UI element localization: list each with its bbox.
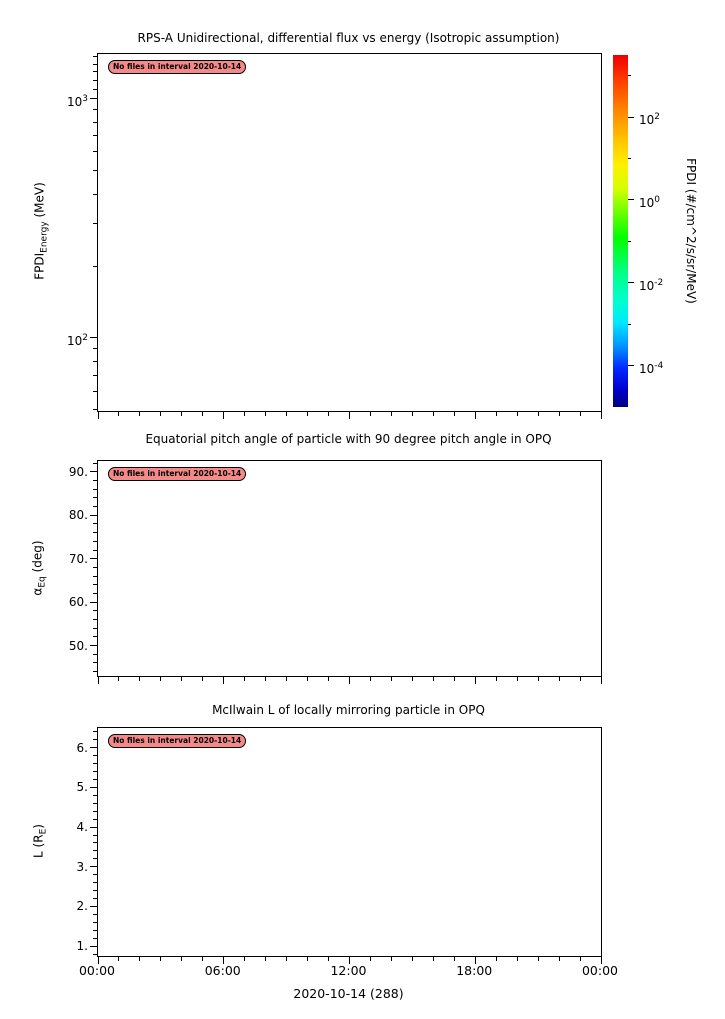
y-minor-tick	[93, 64, 97, 65]
y-minor-tick	[93, 194, 97, 195]
x-minor-tick	[244, 412, 245, 416]
x-minor-tick	[160, 677, 161, 681]
x-minor-tick	[160, 412, 161, 416]
no-files-annotation: No files in interval 2020-10-14	[108, 467, 246, 481]
x-major-tick	[223, 412, 224, 419]
y-major-tick	[90, 906, 97, 907]
ylabel-units: )	[31, 824, 46, 829]
y-minor-tick	[93, 755, 97, 756]
x-minor-tick	[328, 957, 329, 961]
no-files-annotation: No files in interval 2020-10-14	[108, 60, 246, 74]
x-minor-tick	[496, 677, 497, 681]
x-minor-tick	[496, 412, 497, 416]
y-tick-label: 80.	[68, 508, 88, 523]
x-major-tick	[98, 677, 99, 684]
x-minor-tick	[139, 677, 140, 681]
y-tick-label: 6.	[76, 740, 88, 755]
x-minor-tick	[181, 677, 182, 681]
y-major-tick	[90, 558, 97, 559]
colorbar-tick-label: $10^{-4}$	[639, 360, 664, 376]
x-major-tick	[475, 677, 476, 684]
y-major-tick	[90, 602, 97, 603]
y-major-tick	[90, 515, 97, 516]
y-tick-label: 1.	[76, 939, 88, 954]
x-major-tick	[475, 412, 476, 419]
x-minor-tick	[412, 412, 413, 416]
y-minor-tick	[93, 80, 97, 81]
y-minor-tick	[93, 523, 97, 524]
y-minor-tick	[93, 506, 97, 507]
y-minor-tick	[93, 489, 97, 490]
y-minor-tick	[93, 135, 97, 136]
panel-flux-title: RPS-A Unidirectional, differential flux vs energy (Isotropic assumption)	[137, 31, 560, 45]
y-minor-tick	[93, 497, 97, 498]
y-minor-tick	[93, 409, 97, 410]
x-minor-tick	[118, 412, 119, 416]
x-minor-tick	[307, 412, 308, 416]
colorbar-minor-tick	[628, 158, 631, 159]
x-minor-tick	[538, 677, 539, 681]
x-minor-tick	[244, 677, 245, 681]
y-minor-tick	[93, 56, 97, 57]
x-major-tick	[223, 677, 224, 684]
x-minor-tick	[202, 412, 203, 416]
y-minor-tick	[93, 835, 97, 836]
y-minor-tick	[93, 223, 97, 224]
x-minor-tick	[244, 957, 245, 961]
y-minor-tick	[93, 890, 97, 891]
x-major-tick	[601, 677, 602, 684]
x-axis-tick-labels	[78, 963, 619, 981]
x-minor-tick	[433, 957, 434, 961]
y-minor-tick	[93, 151, 97, 152]
y-minor-tick	[93, 636, 97, 637]
y-major-tick	[90, 787, 97, 788]
y-minor-tick	[93, 541, 97, 542]
y-tick-label: 3.	[76, 859, 88, 874]
y-minor-tick	[93, 348, 97, 349]
y-tick-label: 90.	[68, 464, 88, 479]
x-minor-tick	[412, 677, 413, 681]
colorbar-minor-tick	[628, 75, 631, 76]
y-minor-tick	[93, 763, 97, 764]
colorbar-axis-label: FPDI (#/cm^2/s/sr/MeV)	[684, 158, 698, 304]
x-minor-tick	[391, 677, 392, 681]
x-axis-date-label: 2020-10-14 (288)	[293, 986, 404, 1001]
y-major-tick	[90, 337, 97, 338]
x-minor-tick	[265, 412, 266, 416]
x-major-tick	[349, 677, 350, 684]
y-minor-tick	[93, 480, 97, 481]
y-minor-tick	[93, 71, 97, 72]
x-minor-tick	[202, 677, 203, 681]
y-minor-tick	[93, 739, 97, 740]
y-minor-tick	[93, 266, 97, 267]
y-tick-label: $10^2$	[66, 332, 88, 348]
x-minor-tick	[580, 412, 581, 416]
panel-mcilwain-l-title: McIlwain L of locally mirroring particle in OPQ	[212, 703, 485, 717]
y-minor-tick	[93, 914, 97, 915]
colorbar-minor-tick	[628, 241, 631, 242]
y-major-tick	[90, 471, 97, 472]
panel-pitch-angle-title: Equatorial pitch angle of particle with 90 degree pitch angle in OPQ	[145, 432, 552, 446]
x-major-tick	[601, 412, 602, 419]
x-minor-tick	[181, 957, 182, 961]
y-tick-label: 60.	[68, 595, 88, 610]
y-minor-tick	[93, 122, 97, 123]
x-minor-tick	[370, 677, 371, 681]
x-minor-tick	[286, 677, 287, 681]
x-minor-tick	[559, 957, 560, 961]
x-minor-tick	[496, 957, 497, 961]
colorbar-tick-label: $10^{-2}$	[639, 277, 664, 293]
x-minor-tick	[286, 412, 287, 416]
x-minor-tick	[454, 412, 455, 416]
y-minor-tick	[93, 858, 97, 859]
y-minor-tick	[93, 874, 97, 875]
ylabel-subscript: Energy	[39, 221, 50, 253]
y-tick-label: 70.	[68, 551, 88, 566]
y-minor-tick	[93, 619, 97, 620]
y-major-tick	[90, 866, 97, 867]
colorbar	[613, 55, 664, 407]
x-minor-tick	[538, 412, 539, 416]
colorbar-tick-label: $10^2$	[639, 112, 661, 128]
panel-flux-y-axis-label	[32, 182, 49, 280]
y-minor-tick	[93, 795, 97, 796]
y-tick-label: 50.	[68, 638, 88, 653]
ylabel-text: L (R	[31, 834, 46, 858]
x-minor-tick	[118, 677, 119, 681]
panel-mcilwain-l-y-axis-label	[31, 824, 48, 858]
y-minor-tick	[93, 109, 97, 110]
x-tick-label: 18:00	[456, 963, 493, 978]
x-minor-tick	[517, 412, 518, 416]
y-minor-tick	[93, 898, 97, 899]
x-minor-tick	[370, 412, 371, 416]
y-minor-tick	[93, 779, 97, 780]
x-minor-tick	[580, 957, 581, 961]
x-minor-tick	[517, 957, 518, 961]
colorbar-major-tick	[628, 117, 634, 118]
y-major-tick	[90, 827, 97, 828]
x-minor-tick	[202, 957, 203, 961]
x-minor-tick	[265, 677, 266, 681]
y-minor-tick	[93, 361, 97, 362]
y-minor-tick	[93, 463, 97, 464]
x-minor-tick	[139, 412, 140, 416]
x-minor-tick	[307, 677, 308, 681]
x-minor-tick	[139, 957, 140, 961]
colorbar-tick-label: $10^0$	[639, 194, 661, 210]
y-major-tick	[90, 747, 97, 748]
x-minor-tick	[454, 957, 455, 961]
x-minor-tick	[559, 412, 560, 416]
x-tick-label: 12:00	[330, 963, 367, 978]
y-tick-label: 4.	[76, 820, 88, 835]
ylabel-text: FPDI	[32, 252, 47, 280]
y-major-tick	[90, 98, 97, 99]
colorbar-major-tick	[628, 365, 634, 366]
y-minor-tick	[93, 671, 97, 672]
x-minor-tick	[559, 677, 560, 681]
y-minor-tick	[93, 819, 97, 820]
y-minor-tick	[93, 771, 97, 772]
y-minor-tick	[93, 850, 97, 851]
y-minor-tick	[93, 628, 97, 629]
x-minor-tick	[391, 412, 392, 416]
x-minor-tick	[160, 957, 161, 961]
y-minor-tick	[93, 882, 97, 883]
x-minor-tick	[118, 957, 119, 961]
x-major-tick	[349, 412, 350, 419]
colorbar-minor-tick	[628, 324, 631, 325]
ylabel-subscript: Eq	[37, 576, 48, 588]
x-minor-tick	[454, 677, 455, 681]
y-minor-tick	[93, 938, 97, 939]
panel-mcilwain-l-plot-area	[76, 727, 602, 957]
x-tick-label: 00:00	[581, 963, 619, 978]
y-major-tick	[90, 645, 97, 646]
y-minor-tick	[93, 842, 97, 843]
y-minor-tick	[93, 550, 97, 551]
y-minor-tick	[93, 567, 97, 568]
y-minor-tick	[93, 576, 97, 577]
no-files-annotation: No files in interval 2020-10-14	[108, 734, 246, 748]
y-minor-tick	[93, 662, 97, 663]
x-minor-tick	[580, 677, 581, 681]
ylabel-text: α	[30, 587, 45, 596]
x-major-tick	[98, 412, 99, 419]
x-tick-label: 00:00	[78, 963, 116, 978]
y-minor-tick	[93, 532, 97, 533]
y-minor-tick	[93, 375, 97, 376]
x-minor-tick	[307, 957, 308, 961]
x-minor-tick	[265, 957, 266, 961]
x-minor-tick	[181, 412, 182, 416]
y-minor-tick	[93, 89, 97, 90]
y-major-tick	[90, 946, 97, 947]
y-minor-tick	[93, 930, 97, 931]
y-minor-tick	[93, 610, 97, 611]
x-tick-label: 06:00	[204, 963, 241, 978]
y-tick-label: 2.	[76, 899, 88, 914]
x-minor-tick	[433, 677, 434, 681]
x-minor-tick	[538, 957, 539, 961]
x-minor-tick	[433, 412, 434, 416]
panel-flux-plot-area	[66, 53, 602, 412]
colorbar-major-tick	[628, 282, 634, 283]
y-minor-tick	[93, 811, 97, 812]
x-minor-tick	[328, 677, 329, 681]
y-minor-tick	[93, 954, 97, 955]
x-minor-tick	[286, 957, 287, 961]
panel-pitch-angle-plot-area	[68, 460, 602, 677]
x-minor-tick	[328, 412, 329, 416]
y-minor-tick	[93, 803, 97, 804]
x-minor-tick	[370, 957, 371, 961]
y-minor-tick	[93, 654, 97, 655]
x-minor-tick	[517, 677, 518, 681]
x-minor-tick	[412, 957, 413, 961]
ylabel-subscript: E	[38, 828, 49, 835]
y-minor-tick	[93, 922, 97, 923]
panel-pitch-angle-y-axis-label	[30, 540, 47, 595]
colorbar-major-tick	[628, 199, 634, 200]
y-tick-label: $10^3$	[66, 93, 88, 109]
y-minor-tick	[93, 391, 97, 392]
y-tick-label: 5.	[76, 780, 88, 795]
y-minor-tick	[93, 584, 97, 585]
y-minor-tick	[93, 170, 97, 171]
y-minor-tick	[93, 593, 97, 594]
x-minor-tick	[391, 957, 392, 961]
ylabel-units: (MeV)	[32, 182, 47, 222]
y-minor-tick	[93, 731, 97, 732]
ylabel-units: (deg)	[30, 540, 45, 577]
